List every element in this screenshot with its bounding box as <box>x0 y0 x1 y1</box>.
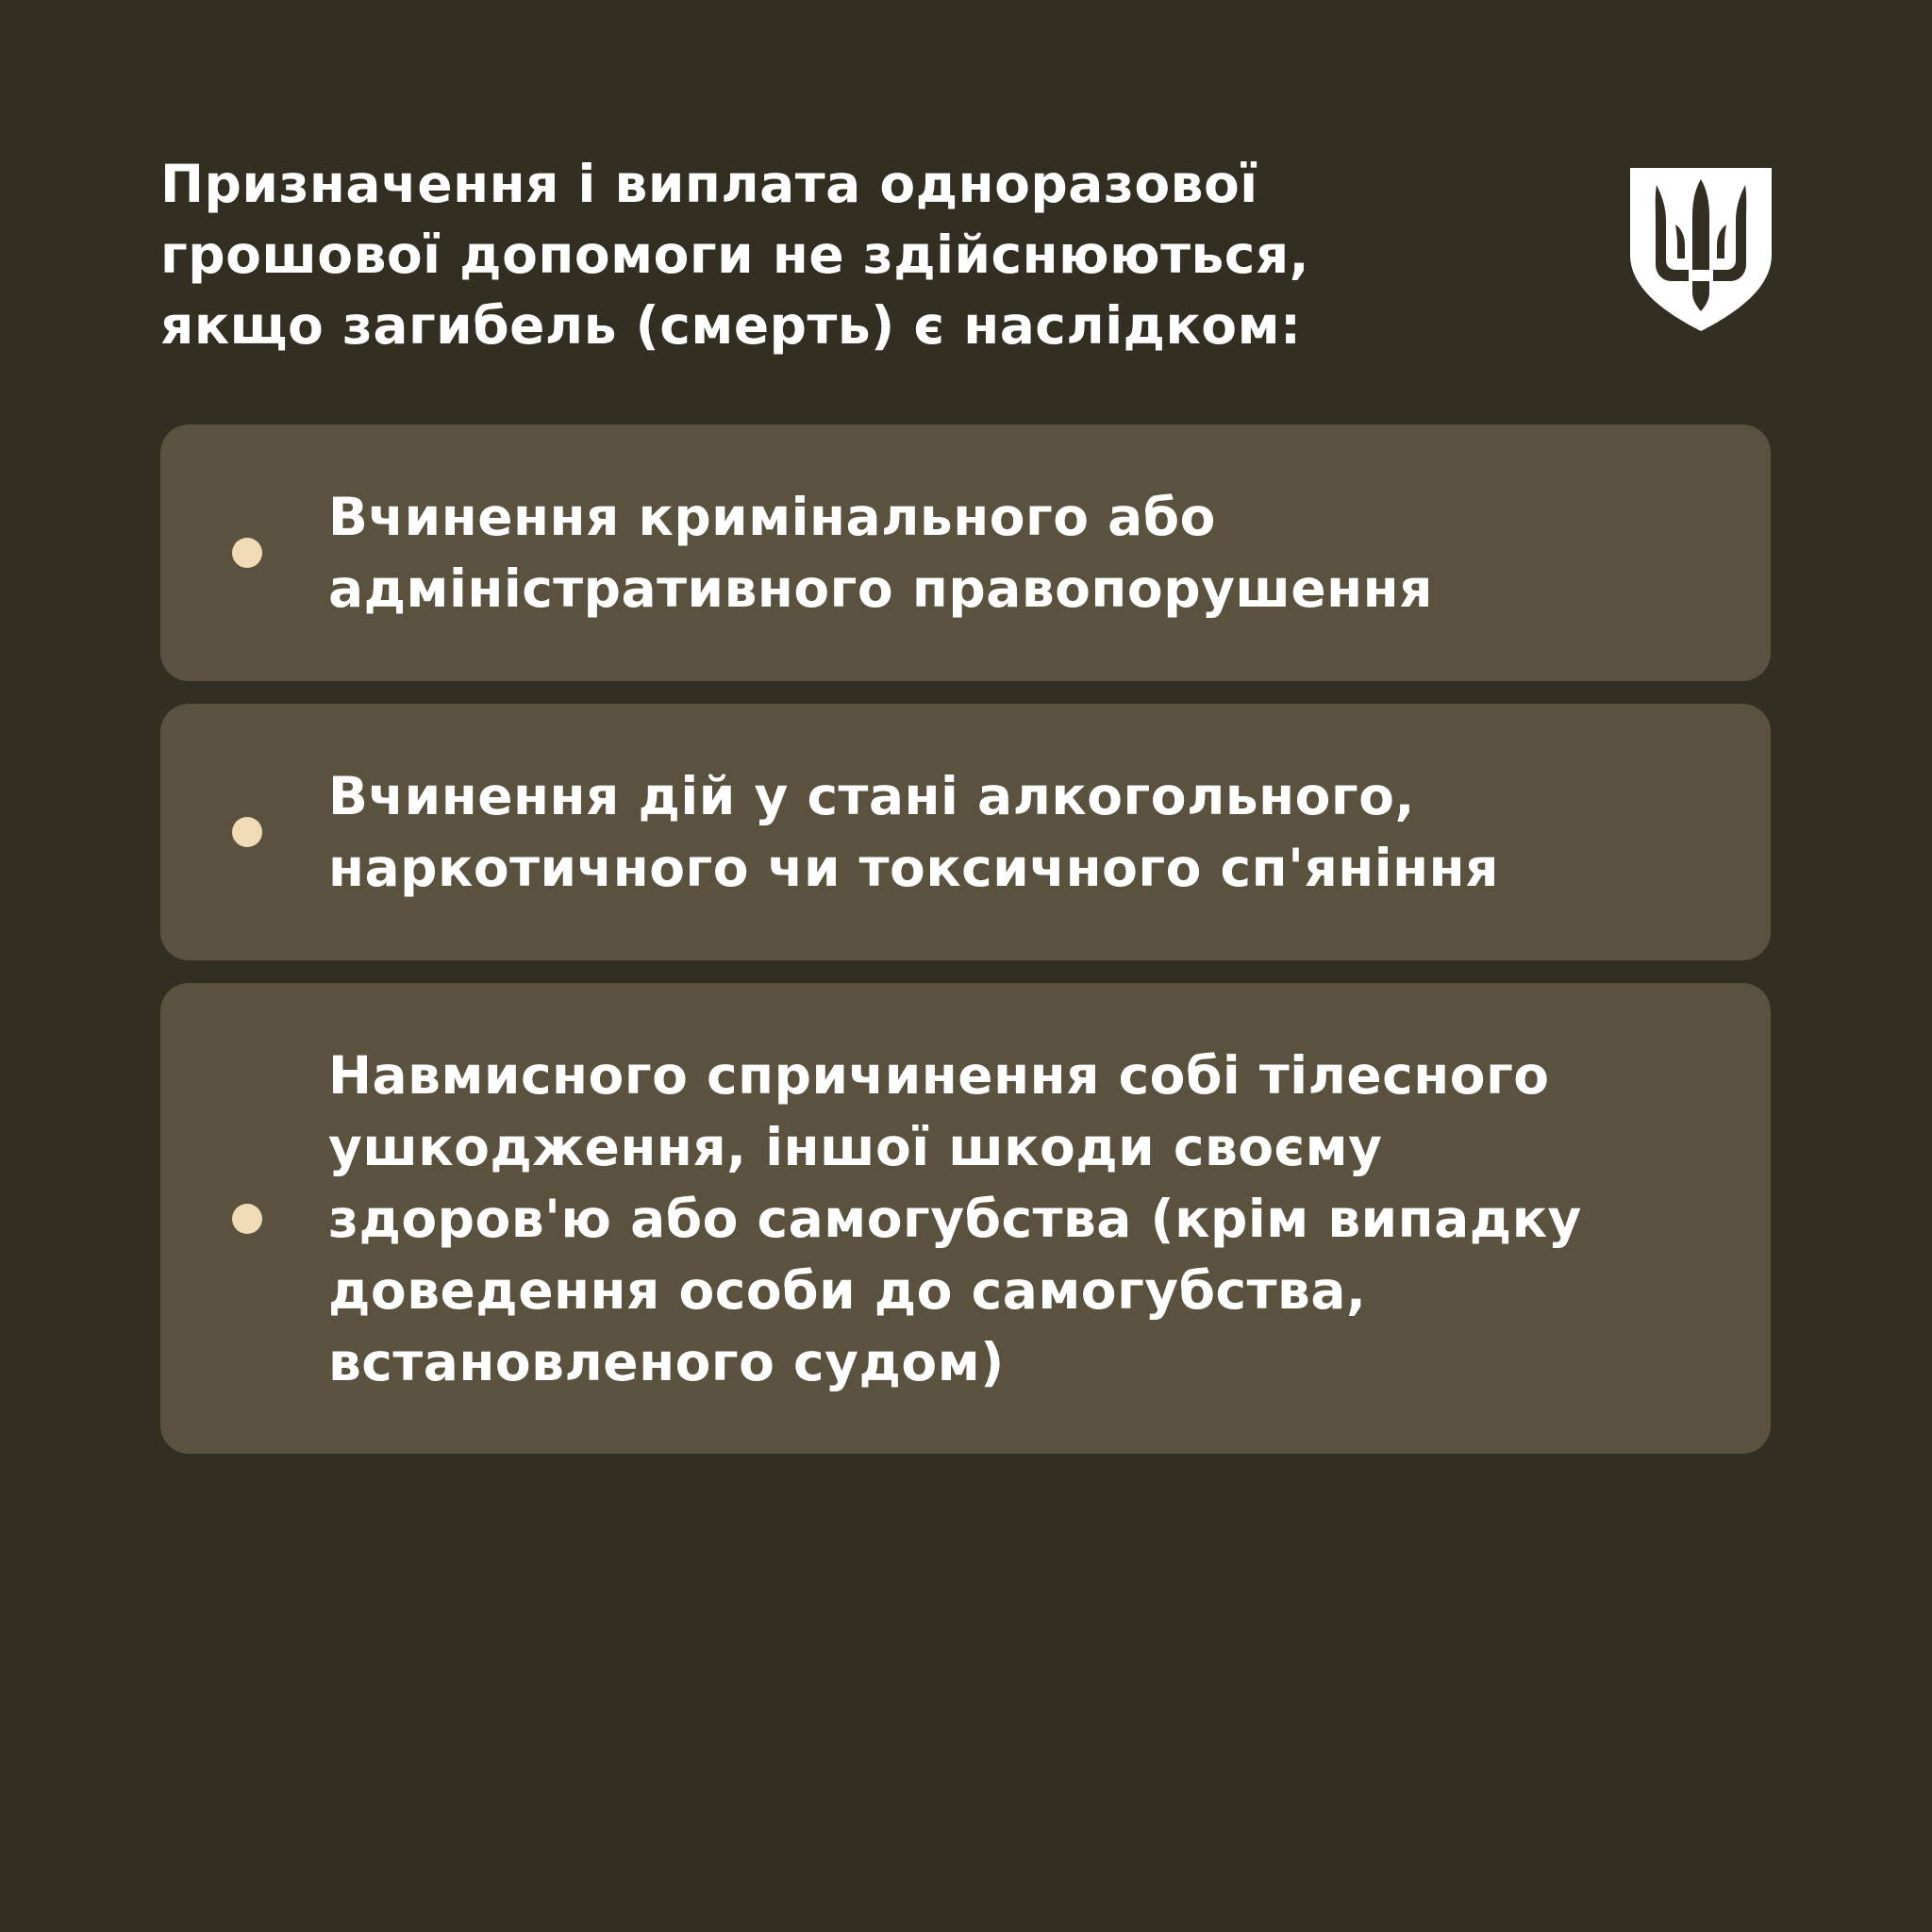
page-title <box>160 149 1575 361</box>
bullet-dot-icon <box>232 538 262 568</box>
list-item-line: доведення особи до самогубства, <box>328 1259 1367 1321</box>
list-item-line: адміністративного правопорушення <box>328 558 1433 619</box>
list-item-line: Навмисного спричинення собі тілесного <box>328 1044 1550 1106</box>
list-item-line: встановленого судом) <box>328 1331 1005 1392</box>
list-item <box>160 704 1771 960</box>
list-item-text <box>328 481 1733 625</box>
list-item-line: ушкодження, іншої шкоди своєму <box>328 1116 1383 1177</box>
list-item-line: Вчинення дій у стані алкогольного, <box>328 766 1415 826</box>
list-item <box>160 425 1771 681</box>
list-item-line: наркотичного чи токсичного сп'яніння <box>328 838 1499 898</box>
list-item-line: Вчинення кримінального або <box>328 487 1216 547</box>
bullet-dot-icon <box>232 1204 262 1234</box>
list-item-text <box>328 1040 1733 1398</box>
title-line: грошової допомоги не здійснюються, <box>160 225 1310 285</box>
title-line: якщо загибель (смерть) є наслідком: <box>160 295 1302 356</box>
list-item-line: здоров'ю або самогубства (крім випадку <box>328 1188 1582 1249</box>
title-line: Призначення і виплата одноразової <box>160 154 1258 214</box>
list-item <box>160 983 1771 1454</box>
trident-shield-icon-graphic <box>1630 168 1772 331</box>
bullet-dot-icon <box>232 817 262 847</box>
trident-shield-icon <box>1630 168 1772 331</box>
list-item-text <box>328 760 1733 904</box>
